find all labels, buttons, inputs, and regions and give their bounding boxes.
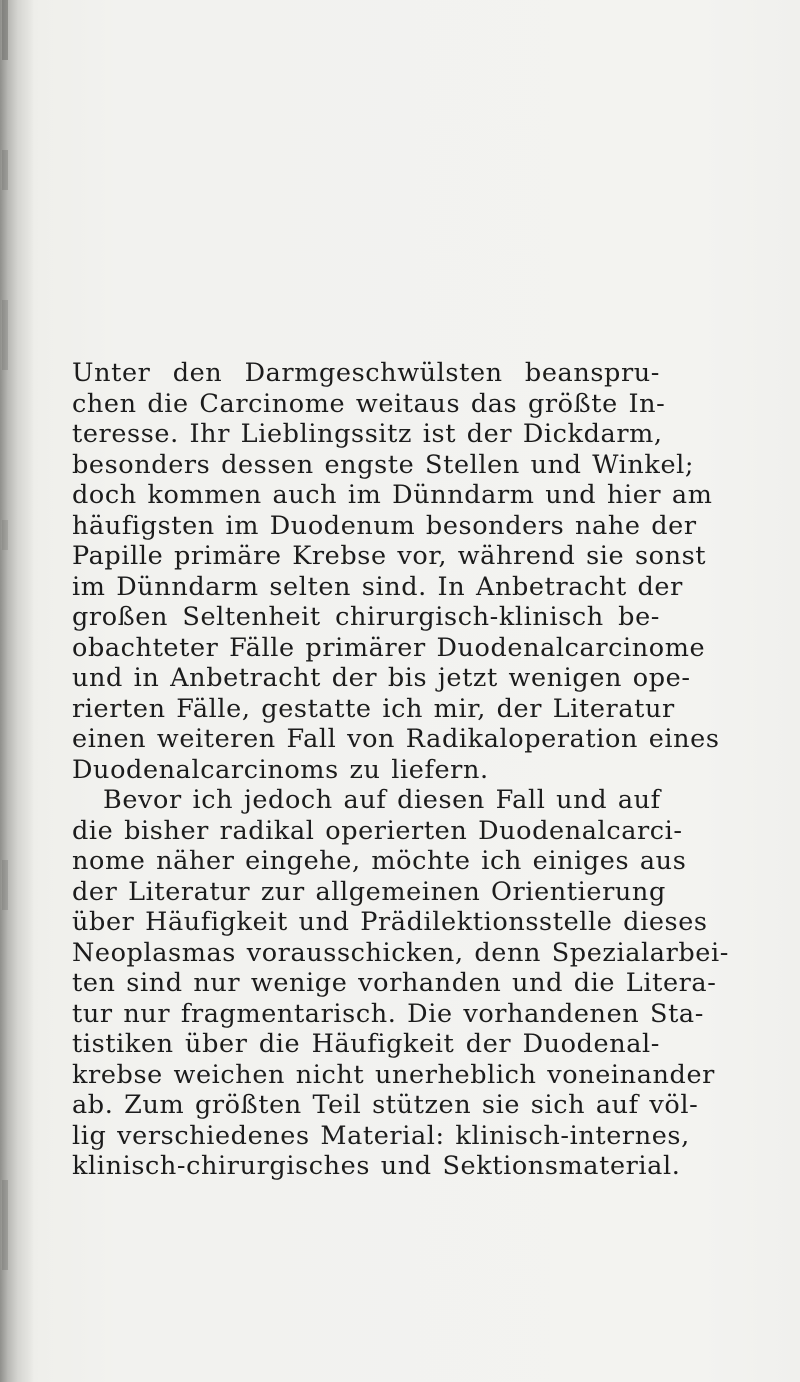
- book-spine-shadow: [0, 0, 34, 1382]
- text-line: die bisher radikal operierten Duodenalcarci-: [72, 815, 683, 846]
- text-line: obachteter Fälle primärer Duodenalcarcinome: [72, 632, 706, 663]
- text-line: und in Anbetracht der bis jetzt wenigen ope-: [72, 663, 691, 693]
- text-line: Duodenalcarcinoms zu liefern.: [72, 754, 489, 785]
- text-line: chen die Carcinome weitaus das größte In-: [72, 388, 666, 419]
- text-line: tur nur fragmentarisch. Die vorhandenen Sta-: [72, 998, 704, 1029]
- text-line: Bevor ich jedoch auf diesen Fall und auf: [103, 785, 661, 815]
- text-line: teresse. Ihr Lieblingssitz ist der Dickdarm,: [72, 419, 663, 449]
- text-line: ten sind nur wenige vorhanden und die Litera-: [72, 968, 717, 998]
- text-line: Neoplasmas vorausschicken, denn Spezialarbei-: [72, 937, 729, 968]
- text-line: nome näher eingehe, möchte ich einiges aus: [72, 846, 687, 876]
- text-line: klinisch-chirurgisches und Sektionsmaterial.: [72, 1151, 681, 1181]
- text-line: tistiken über die Häufigkeit der Duodenal-: [72, 1029, 660, 1059]
- text-line: über Häufigkeit und Prädilektionsstelle dieses: [72, 907, 708, 937]
- text-line: Unter den Darmgeschwülsten beanspru-: [72, 358, 660, 388]
- text-line: besonders dessen engste Stellen und Winkel;: [72, 449, 695, 480]
- text-line: der Literatur zur allgemeinen Orientierung: [72, 876, 666, 907]
- text-line: Papille primäre Krebse vor, während sie sonst: [72, 541, 707, 571]
- text-line: großen Seltenheit chirurgisch-klinisch be-: [72, 602, 660, 632]
- body-text: [72, 358, 729, 1182]
- text-line: doch kommen auch im Dünndarm und hier am: [72, 480, 713, 510]
- text-line: ab. Zum größten Teil stützen sie sich auf völ-: [72, 1090, 699, 1120]
- text-line: krebse weichen nicht unerheblich voneinander: [72, 1059, 715, 1090]
- text-line: rierten Fälle, gestatte ich mir, der Literatur: [72, 693, 675, 724]
- text-line: einen weiteren Fall von Radikaloperation eines: [72, 724, 720, 754]
- text-line: im Dünndarm selten sind. In Anbetracht der: [72, 571, 683, 602]
- text-line: lig verschiedenes Material: klinisch-internes,: [72, 1120, 690, 1151]
- text-line: häufigsten im Duodenum besonders nahe der: [72, 510, 697, 541]
